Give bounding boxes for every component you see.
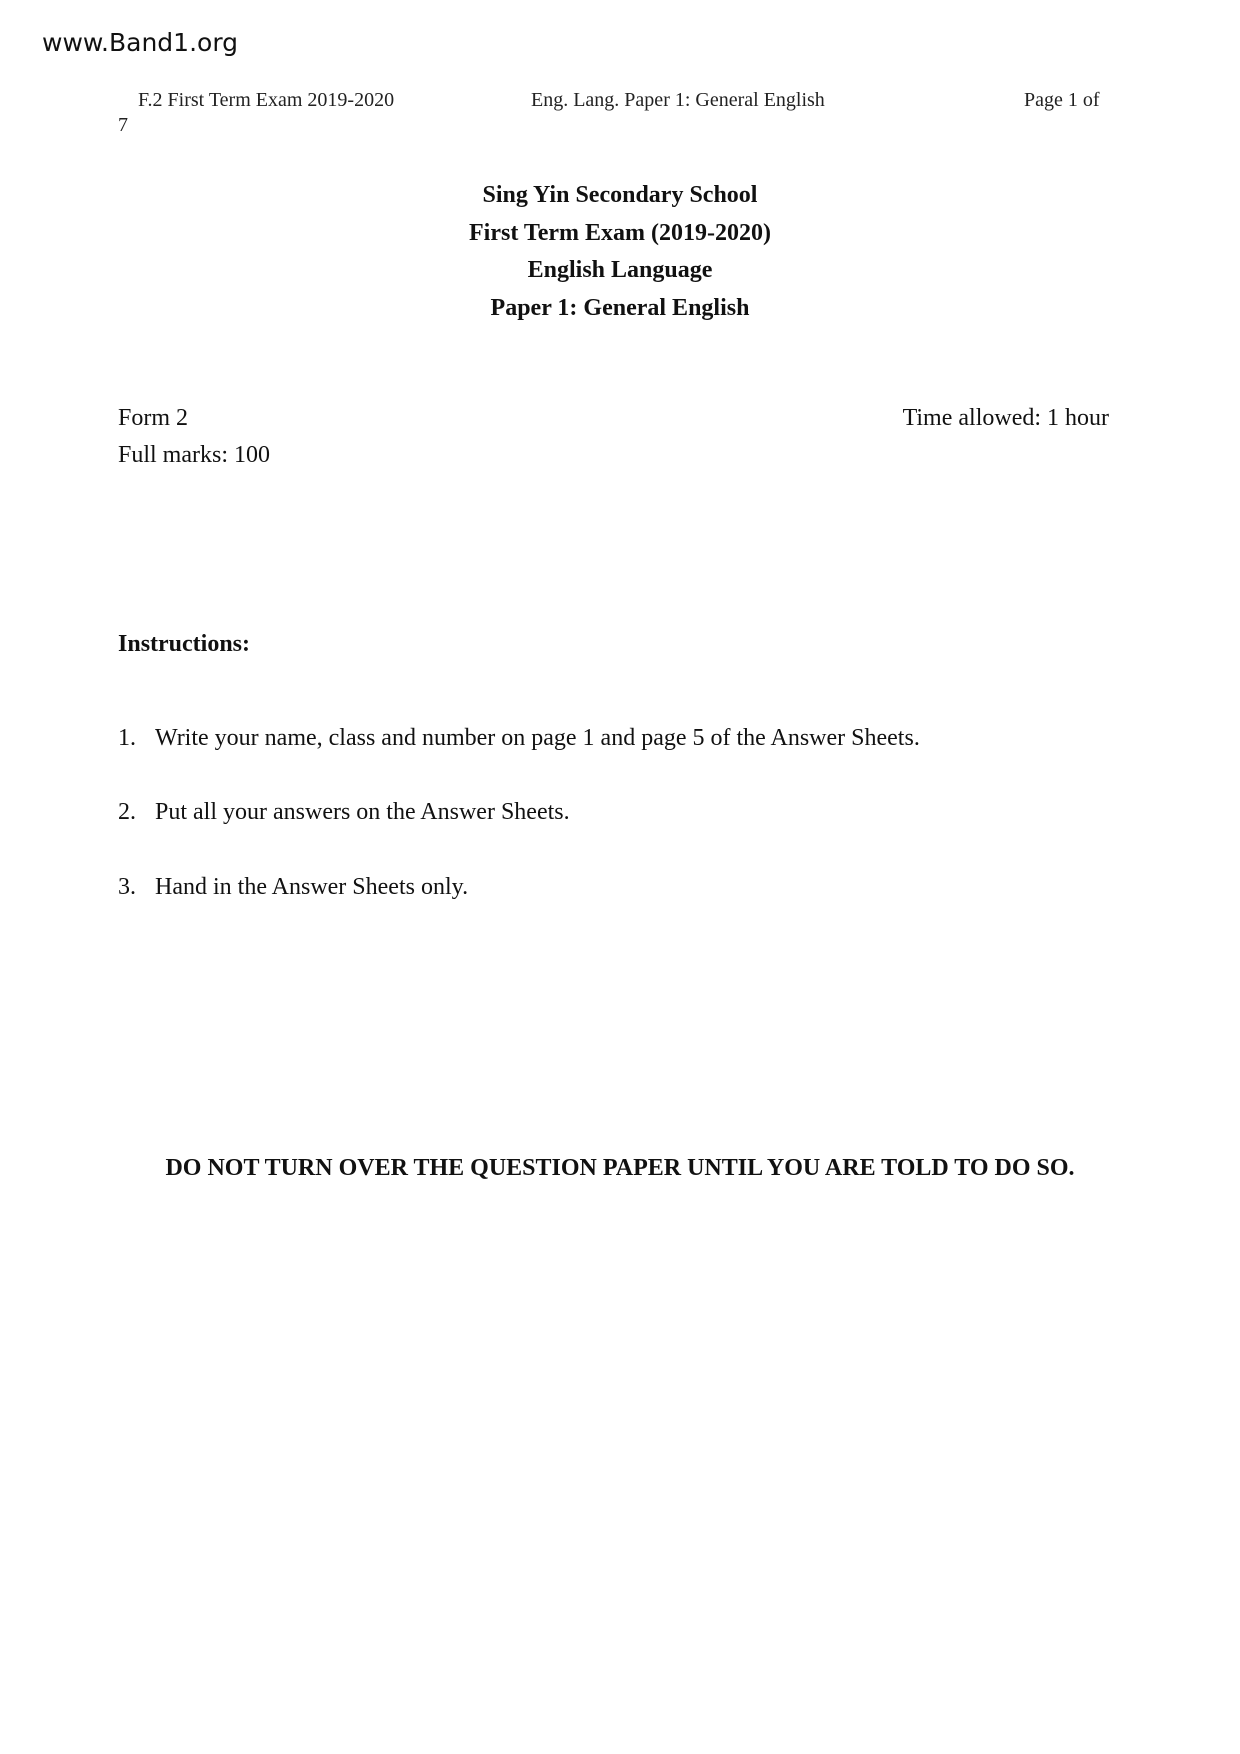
running-header-page-total: 7 bbox=[118, 114, 128, 136]
instruction-item bbox=[118, 874, 468, 901]
instruction-number: 2. bbox=[118, 799, 136, 825]
instruction-text: Hand in the Answer Sheets only. bbox=[155, 874, 469, 900]
instruction-item bbox=[118, 799, 570, 826]
exam-name: First Term Exam (2019-2020) bbox=[469, 219, 771, 246]
full-marks-label: Full marks: 100 bbox=[118, 442, 271, 468]
running-header-paper: Eng. Lang. Paper 1: General English bbox=[531, 89, 825, 111]
time-allowed-label: Time allowed: 1 hour bbox=[902, 405, 1109, 431]
watermark-url: www.Band1.org bbox=[42, 28, 239, 57]
instruction-item bbox=[118, 725, 920, 752]
school-name: Sing Yin Secondary School bbox=[482, 182, 758, 208]
instruction-text: Put all your answers on the Answer Sheets. bbox=[155, 799, 570, 825]
form-label: Form 2 bbox=[118, 405, 189, 431]
instruction-number: 3. bbox=[118, 874, 136, 900]
running-header-page: Page 1 of bbox=[1024, 89, 1100, 111]
running-header-exam: F.2 First Term Exam 2019-2020 bbox=[138, 89, 395, 111]
title-block bbox=[0, 177, 1240, 327]
instruction-text: Write your name, class and number on page 1 and page 5 of the Answer Sheets. bbox=[155, 725, 920, 751]
paper-name: Paper 1: General English bbox=[490, 294, 750, 321]
warning-notice: DO NOT TURN OVER THE QUESTION PAPER UNTIL YOU ARE TOLD TO DO SO. bbox=[165, 1155, 1075, 1181]
subject-name: English Language bbox=[527, 257, 713, 283]
instructions-heading: Instructions: bbox=[118, 631, 251, 657]
instruction-number: 1. bbox=[118, 725, 136, 751]
